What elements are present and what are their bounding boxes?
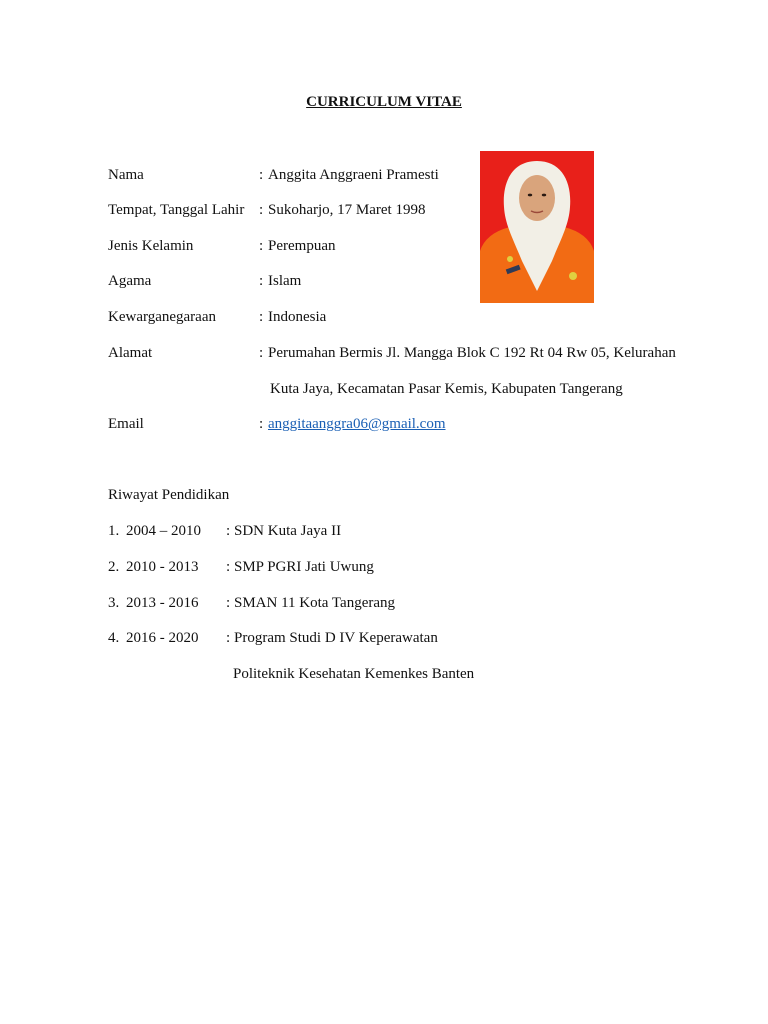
field-separator: : — [259, 273, 264, 289]
field-value: Sukoharjo, 17 Maret 1998 — [268, 202, 426, 218]
field-label: Alamat — [108, 345, 153, 361]
email-link[interactable]: anggitaanggra06@gmail.com — [268, 416, 446, 432]
education-continuation: Politeknik Kesehatan Kemenkes Banten — [233, 666, 475, 682]
education-school: SMAN 11 Kota Tangerang — [234, 595, 396, 611]
education-separator: : — [226, 559, 231, 575]
education-school: SDN Kuta Jaya II — [234, 523, 342, 539]
field-separator: : — [259, 238, 264, 254]
field-label: Agama — [108, 273, 152, 289]
education-number: 3. — [108, 595, 120, 611]
field-value: Indonesia — [268, 309, 327, 325]
field-separator: : — [259, 416, 264, 432]
profile-photo — [480, 151, 594, 303]
education-separator: : — [226, 523, 231, 539]
education-school: Program Studi D IV Keperawatan — [234, 630, 438, 646]
education-number: 2. — [108, 559, 120, 575]
field-value: Perumahan Bermis Jl. Mangga Blok C 192 Rt 04 Rw 05, Kelurahan — [268, 345, 676, 361]
field-separator: : — [259, 167, 264, 183]
field-value: Anggita Anggraeni Pramesti — [268, 167, 439, 183]
education-years: 2016 - 2020 — [126, 630, 199, 646]
education-years: 2010 - 2013 — [126, 559, 199, 575]
field-label: Nama — [108, 167, 144, 183]
education-separator: : — [226, 595, 231, 611]
education-heading: Riwayat Pendidikan — [108, 487, 230, 503]
field-separator: : — [259, 309, 264, 325]
field-value: Perempuan — [268, 238, 336, 254]
education-number: 4. — [108, 630, 120, 646]
education-school: SMP PGRI Jati Uwung — [234, 559, 374, 575]
field-label: Kewarganegaraan — [108, 309, 216, 325]
education-years: 2004 – 2010 — [126, 523, 201, 539]
field-separator: : — [259, 345, 264, 361]
field-label: Jenis Kelamin — [108, 238, 194, 254]
education-years: 2013 - 2016 — [126, 595, 199, 611]
field-separator: : — [259, 202, 264, 218]
field-label: Tempat, Tanggal Lahir — [108, 202, 245, 218]
address-continuation: Kuta Jaya, Kecamatan Pasar Kemis, Kabupaten Tangerang — [270, 381, 623, 397]
page-title: CURRICULUM VITAE — [306, 94, 462, 110]
education-number: 1. — [108, 523, 120, 539]
education-separator: : — [226, 630, 231, 646]
field-value: Islam — [268, 273, 302, 289]
field-label: Email — [108, 416, 144, 432]
